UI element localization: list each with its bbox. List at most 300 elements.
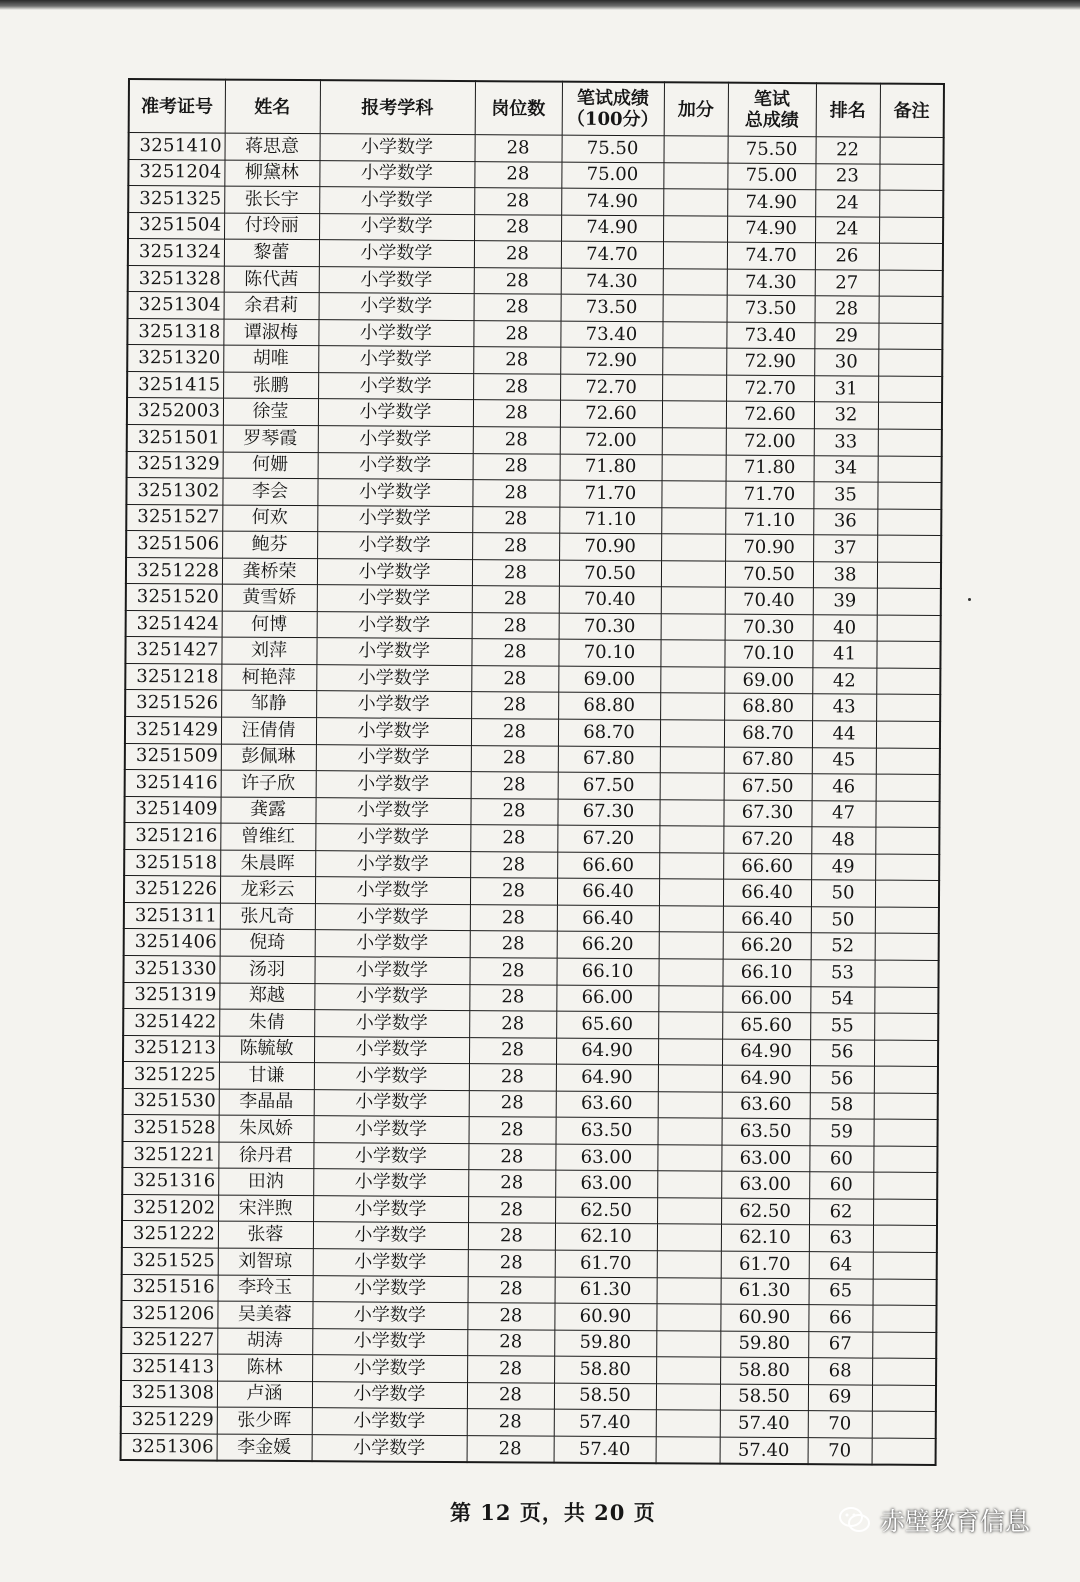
cell-notes bbox=[876, 721, 940, 748]
cell-name: 何欢 bbox=[222, 505, 317, 532]
cell-subject: 小学数学 bbox=[312, 1302, 467, 1329]
cell-bonus bbox=[659, 826, 723, 853]
cell-exam-id: 3251329 bbox=[127, 451, 223, 478]
cell-total-score: 69.00 bbox=[724, 667, 812, 694]
cell-written-score: 70.40 bbox=[559, 586, 661, 613]
cell-total-score: 61.70 bbox=[721, 1251, 809, 1278]
cell-notes bbox=[877, 588, 941, 615]
cell-bonus bbox=[658, 985, 722, 1012]
cell-notes bbox=[877, 562, 941, 589]
cell-written-score: 71.80 bbox=[560, 454, 662, 481]
cell-positions: 28 bbox=[468, 1117, 555, 1144]
cell-notes bbox=[875, 880, 939, 907]
cell-subject: 小学数学 bbox=[319, 266, 474, 293]
cell-name: 鲍芬 bbox=[222, 531, 317, 558]
cell-written-score: 61.30 bbox=[555, 1277, 657, 1304]
score-sheet bbox=[120, 78, 945, 1466]
cell-bonus bbox=[662, 375, 726, 402]
cell-bonus bbox=[658, 1091, 722, 1118]
cell-subject: 小学数学 bbox=[317, 505, 472, 532]
cell-total-score: 75.50 bbox=[727, 136, 815, 163]
cell-written-score: 74.70 bbox=[561, 241, 663, 268]
cell-notes bbox=[878, 429, 942, 456]
cell-total-score: 66.40 bbox=[723, 879, 811, 906]
cell-subject: 小学数学 bbox=[319, 240, 474, 267]
cell-name: 余君莉 bbox=[224, 292, 319, 319]
cell-written-score: 64.90 bbox=[556, 1038, 658, 1065]
cell-notes bbox=[875, 801, 939, 828]
cell-total-score: 68.80 bbox=[724, 694, 812, 721]
cell-subject: 小学数学 bbox=[316, 691, 471, 718]
cell-subject: 小学数学 bbox=[315, 877, 470, 904]
cell-notes bbox=[872, 1411, 936, 1438]
cell-exam-id: 3251202 bbox=[122, 1194, 218, 1221]
cell-name: 刘萍 bbox=[221, 637, 316, 664]
cell-exam-id: 3251528 bbox=[123, 1115, 219, 1142]
cell-positions: 28 bbox=[472, 559, 559, 586]
cell-subject: 小学数学 bbox=[312, 1381, 467, 1408]
cell-positions: 28 bbox=[470, 904, 557, 931]
cell-subject: 小学数学 bbox=[316, 638, 471, 665]
cell-bonus bbox=[658, 1038, 722, 1065]
cell-positions: 28 bbox=[470, 798, 557, 825]
cell-positions: 28 bbox=[474, 188, 561, 215]
cell-notes bbox=[878, 403, 942, 430]
cell-total-score: 66.60 bbox=[723, 853, 811, 880]
cell-written-score: 69.00 bbox=[558, 666, 660, 693]
cell-notes bbox=[877, 509, 941, 536]
cell-total-score: 74.90 bbox=[727, 189, 815, 216]
header-notes: 备注 bbox=[880, 84, 944, 138]
cell-positions: 28 bbox=[473, 374, 560, 401]
cell-total-score: 59.80 bbox=[720, 1331, 808, 1358]
cell-written-score: 61.70 bbox=[555, 1250, 657, 1277]
cell-total-score: 65.60 bbox=[722, 1012, 810, 1039]
cell-notes bbox=[874, 1093, 938, 1120]
cell-written-score: 66.20 bbox=[557, 932, 659, 959]
cell-total-score: 74.30 bbox=[727, 269, 815, 296]
cell-written-score: 75.00 bbox=[561, 162, 663, 189]
cell-rank: 34 bbox=[814, 455, 878, 482]
cell-notes bbox=[872, 1385, 936, 1412]
cell-notes bbox=[876, 695, 940, 722]
cell-total-score: 63.00 bbox=[721, 1145, 809, 1172]
cell-notes bbox=[876, 748, 940, 775]
cell-rank: 66 bbox=[808, 1305, 872, 1332]
cell-name: 宋泮煦 bbox=[218, 1195, 313, 1222]
cell-name: 李金媛 bbox=[217, 1434, 312, 1462]
cell-notes bbox=[874, 1040, 938, 1067]
cell-total-score: 70.30 bbox=[725, 614, 813, 641]
cell-written-score: 75.50 bbox=[561, 135, 663, 162]
cell-total-score: 64.90 bbox=[722, 1039, 810, 1066]
cell-notes bbox=[874, 1066, 938, 1093]
cell-name: 李晶晶 bbox=[219, 1089, 314, 1116]
cell-rank: 43 bbox=[812, 694, 876, 721]
cell-positions: 28 bbox=[468, 1223, 555, 1250]
cell-exam-id: 3251530 bbox=[123, 1088, 219, 1115]
cell-notes bbox=[873, 1119, 937, 1146]
cell-rank: 24 bbox=[815, 216, 879, 243]
table-header-row bbox=[129, 79, 944, 137]
cell-rank: 41 bbox=[812, 641, 876, 668]
cell-bonus bbox=[657, 1224, 721, 1251]
cell-total-score: 70.50 bbox=[725, 561, 813, 588]
table-body bbox=[121, 133, 944, 1466]
cell-rank: 67 bbox=[808, 1331, 872, 1358]
cell-exam-id: 3251424 bbox=[126, 610, 222, 637]
cell-total-score: 70.10 bbox=[724, 641, 812, 668]
cell-notes bbox=[873, 1252, 937, 1279]
cell-subject: 小学数学 bbox=[314, 1116, 469, 1143]
cell-exam-id: 3251320 bbox=[127, 345, 223, 372]
cell-bonus bbox=[659, 906, 723, 933]
cell-subject: 小学数学 bbox=[316, 771, 471, 798]
cell-positions: 28 bbox=[469, 1064, 556, 1091]
cell-total-score: 66.10 bbox=[722, 959, 810, 986]
watermark bbox=[838, 1502, 1030, 1538]
cell-total-score: 70.40 bbox=[725, 587, 813, 614]
cell-rank: 70 bbox=[808, 1437, 872, 1464]
cell-written-score: 71.70 bbox=[559, 480, 661, 507]
cell-bonus bbox=[656, 1410, 720, 1437]
cell-subject: 小学数学 bbox=[312, 1355, 467, 1382]
cell-total-score: 72.70 bbox=[726, 375, 814, 402]
cell-rank: 64 bbox=[809, 1252, 873, 1279]
cell-name: 邹静 bbox=[221, 691, 316, 718]
cell-total-score: 70.90 bbox=[725, 534, 813, 561]
cell-written-score: 63.00 bbox=[555, 1170, 657, 1197]
cell-notes bbox=[878, 376, 942, 403]
header-total-score bbox=[728, 83, 816, 137]
cell-notes bbox=[874, 1013, 938, 1040]
cell-rank: 45 bbox=[812, 747, 876, 774]
cell-rank: 35 bbox=[813, 482, 877, 509]
cell-name: 张蓉 bbox=[218, 1221, 313, 1248]
cell-bonus bbox=[660, 693, 724, 720]
cell-exam-id: 3251226 bbox=[124, 876, 220, 903]
cell-exam-id: 3251308 bbox=[121, 1380, 217, 1407]
cell-total-score: 73.50 bbox=[727, 295, 815, 322]
cell-total-score: 68.70 bbox=[724, 720, 812, 747]
cell-rank: 37 bbox=[813, 535, 877, 562]
cell-written-score: 74.90 bbox=[561, 215, 663, 242]
cell-rank: 31 bbox=[814, 376, 878, 403]
cell-rank: 26 bbox=[815, 243, 879, 270]
cell-rank: 28 bbox=[815, 296, 879, 323]
cell-written-score: 73.50 bbox=[561, 294, 663, 321]
cell-exam-id: 3251422 bbox=[123, 1009, 219, 1036]
cell-total-score: 75.00 bbox=[727, 163, 815, 190]
cell-exam-id: 3251427 bbox=[125, 637, 221, 664]
cell-notes bbox=[875, 907, 939, 934]
cell-exam-id: 3251304 bbox=[128, 292, 224, 319]
cell-exam-id: 3251416 bbox=[125, 770, 221, 797]
cell-positions: 28 bbox=[472, 533, 559, 560]
cell-positions: 28 bbox=[468, 1196, 555, 1223]
cell-notes bbox=[872, 1438, 936, 1465]
cell-bonus bbox=[663, 242, 727, 269]
cell-rank: 69 bbox=[808, 1384, 872, 1411]
cell-written-score: 71.10 bbox=[559, 507, 661, 534]
cell-notes bbox=[877, 615, 941, 642]
cell-notes bbox=[873, 1225, 937, 1252]
cell-name: 彭佩琳 bbox=[221, 744, 316, 771]
cell-notes bbox=[876, 668, 940, 695]
wechat-logo-icon bbox=[838, 1505, 872, 1535]
cell-positions: 28 bbox=[468, 1250, 555, 1277]
cell-rank: 33 bbox=[814, 429, 878, 456]
header-name: 姓名 bbox=[225, 80, 320, 134]
cell-name: 陈代茜 bbox=[224, 266, 319, 293]
cell-exam-id: 3251409 bbox=[124, 796, 220, 823]
cell-exam-id: 3251311 bbox=[124, 902, 220, 929]
cell-subject: 小学数学 bbox=[316, 665, 471, 692]
cell-rank: 50 bbox=[811, 907, 875, 934]
cell-total-score: 62.50 bbox=[721, 1198, 809, 1225]
cell-rank: 56 bbox=[810, 1066, 874, 1093]
cell-name: 龙彩云 bbox=[220, 876, 315, 903]
cell-subject: 小学数学 bbox=[313, 1222, 468, 1249]
cell-positions: 28 bbox=[472, 506, 559, 533]
cell-written-score: 66.00 bbox=[556, 985, 658, 1012]
cell-positions: 28 bbox=[474, 135, 561, 162]
cell-written-score: 66.40 bbox=[557, 878, 659, 905]
cell-positions: 28 bbox=[469, 984, 556, 1011]
header-total-line2: 总成绩 bbox=[744, 109, 799, 132]
cell-bonus bbox=[657, 1198, 721, 1225]
cell-exam-id: 3251509 bbox=[125, 743, 221, 770]
cell-rank: 49 bbox=[811, 853, 875, 880]
cell-positions: 28 bbox=[472, 480, 559, 507]
cell-total-score: 67.50 bbox=[724, 773, 812, 800]
cell-bonus bbox=[657, 1118, 721, 1145]
scan-speck bbox=[968, 598, 971, 601]
cell-name: 汪倩倩 bbox=[221, 717, 316, 744]
cell-bonus bbox=[659, 879, 723, 906]
cell-subject: 小学数学 bbox=[312, 1434, 467, 1462]
cell-notes bbox=[875, 827, 939, 854]
cell-positions: 28 bbox=[470, 851, 557, 878]
cell-subject: 小学数学 bbox=[313, 1142, 468, 1169]
cell-exam-id: 3251328 bbox=[128, 265, 224, 292]
cell-name: 何姗 bbox=[223, 452, 318, 479]
cell-exam-id: 3251316 bbox=[122, 1168, 218, 1195]
cell-name: 付玲丽 bbox=[224, 213, 319, 240]
cell-exam-id: 3251213 bbox=[123, 1035, 219, 1062]
cell-exam-id: 3251318 bbox=[127, 318, 223, 345]
cell-subject: 小学数学 bbox=[318, 373, 473, 400]
cell-positions: 28 bbox=[472, 586, 559, 613]
cell-name: 卢涵 bbox=[217, 1381, 312, 1408]
cell-bonus bbox=[660, 746, 724, 773]
cell-positions: 28 bbox=[467, 1409, 554, 1436]
cell-name: 柳黛林 bbox=[224, 160, 319, 187]
cell-notes bbox=[879, 270, 943, 297]
cell-bonus bbox=[663, 215, 727, 242]
cell-bonus bbox=[657, 1145, 721, 1172]
cell-positions: 28 bbox=[469, 958, 556, 985]
cell-positions: 28 bbox=[468, 1276, 555, 1303]
cell-bonus bbox=[663, 136, 727, 163]
cell-rank: 59 bbox=[809, 1119, 873, 1146]
cell-total-score: 58.50 bbox=[720, 1384, 808, 1411]
cell-bonus bbox=[657, 1251, 721, 1278]
header-positions: 岗位数 bbox=[475, 81, 562, 135]
cell-name: 张鹏 bbox=[223, 372, 318, 399]
cell-total-score: 64.90 bbox=[722, 1065, 810, 1092]
cell-exam-id: 3251526 bbox=[125, 690, 221, 717]
cell-name: 徐莹 bbox=[223, 399, 318, 426]
cell-subject: 小学数学 bbox=[317, 532, 472, 559]
cell-positions: 28 bbox=[467, 1382, 554, 1409]
cell-rank: 48 bbox=[811, 827, 875, 854]
cell-subject: 小学数学 bbox=[313, 1275, 468, 1302]
cell-subject: 小学数学 bbox=[314, 983, 469, 1010]
cell-bonus bbox=[659, 799, 723, 826]
cell-notes bbox=[873, 1172, 937, 1199]
cell-positions: 28 bbox=[471, 666, 558, 693]
cell-notes bbox=[878, 323, 942, 350]
cell-total-score: 74.70 bbox=[727, 242, 815, 269]
cell-written-score: 72.70 bbox=[560, 374, 662, 401]
cell-bonus bbox=[658, 1012, 722, 1039]
cell-exam-id: 3251325 bbox=[128, 186, 224, 213]
cell-notes bbox=[879, 243, 943, 270]
cell-rank: 68 bbox=[808, 1358, 872, 1385]
cell-positions: 28 bbox=[467, 1329, 554, 1356]
cell-total-score: 63.50 bbox=[721, 1118, 809, 1145]
cell-name: 张凡奇 bbox=[220, 903, 315, 930]
cell-subject: 小学数学 bbox=[314, 1063, 469, 1090]
cell-bonus bbox=[663, 269, 727, 296]
cell-notes bbox=[873, 1199, 937, 1226]
header-rank: 排名 bbox=[816, 83, 880, 137]
cell-written-score: 72.60 bbox=[560, 401, 662, 428]
cell-subject: 小学数学 bbox=[314, 957, 469, 984]
cell-rank: 27 bbox=[815, 269, 879, 296]
cell-subject: 小学数学 bbox=[317, 558, 472, 585]
cell-positions: 28 bbox=[473, 453, 560, 480]
cell-bonus bbox=[662, 454, 726, 481]
cell-positions: 28 bbox=[471, 692, 558, 719]
cell-subject: 小学数学 bbox=[315, 797, 470, 824]
header-written-line1: 笔试成绩 bbox=[576, 87, 649, 110]
cell-written-score: 66.40 bbox=[557, 905, 659, 932]
cell-notes bbox=[879, 217, 943, 244]
cell-exam-id: 3251506 bbox=[126, 531, 222, 558]
cell-written-score: 63.50 bbox=[555, 1117, 657, 1144]
cell-written-score: 68.70 bbox=[558, 719, 660, 746]
cell-rank: 23 bbox=[815, 163, 879, 190]
cell-positions: 28 bbox=[471, 772, 558, 799]
cell-bonus bbox=[662, 428, 726, 455]
cell-total-score: 57.40 bbox=[720, 1437, 808, 1465]
cell-name: 郑越 bbox=[219, 983, 314, 1010]
cell-total-score: 61.30 bbox=[721, 1278, 809, 1305]
header-bonus: 加分 bbox=[664, 82, 728, 136]
watermark-text: 赤壁教育信息 bbox=[880, 1507, 1031, 1536]
cell-bonus bbox=[662, 401, 726, 428]
cell-positions: 28 bbox=[471, 639, 558, 666]
cell-total-score: 71.10 bbox=[725, 508, 813, 535]
cell-subject: 小学数学 bbox=[318, 319, 473, 346]
cell-positions: 28 bbox=[471, 719, 558, 746]
cell-subject: 小学数学 bbox=[317, 612, 472, 639]
cell-written-score: 66.60 bbox=[557, 852, 659, 879]
cell-subject: 小学数学 bbox=[312, 1328, 467, 1355]
cell-name: 张少晖 bbox=[217, 1407, 312, 1434]
header-written-line2: （100分） bbox=[566, 108, 659, 131]
cell-written-score: 70.50 bbox=[559, 560, 661, 587]
cell-name: 朱凤娇 bbox=[219, 1115, 314, 1142]
cell-written-score: 73.40 bbox=[560, 321, 662, 348]
cell-subject: 小学数学 bbox=[315, 850, 470, 877]
cell-positions: 28 bbox=[474, 214, 561, 241]
table-row bbox=[121, 1433, 936, 1465]
cell-name: 汤羽 bbox=[219, 956, 314, 983]
cell-total-score: 71.80 bbox=[726, 455, 814, 482]
cell-bonus bbox=[663, 189, 727, 216]
cell-bonus bbox=[663, 295, 727, 322]
cell-bonus bbox=[660, 720, 724, 747]
cell-subject: 小学数学 bbox=[315, 930, 470, 957]
cell-exam-id: 3251221 bbox=[122, 1141, 218, 1168]
cell-bonus bbox=[661, 534, 725, 561]
cell-bonus bbox=[657, 1277, 721, 1304]
cell-name: 曾维红 bbox=[220, 823, 315, 850]
cell-name: 朱晨晖 bbox=[220, 850, 315, 877]
cell-positions: 28 bbox=[474, 267, 561, 294]
cell-exam-id: 3251527 bbox=[126, 504, 222, 531]
cell-exam-id: 3251216 bbox=[124, 823, 220, 850]
cell-notes bbox=[878, 349, 942, 376]
cell-rank: 46 bbox=[812, 774, 876, 801]
cell-name: 朱倩 bbox=[219, 1009, 314, 1036]
cell-name: 徐丹君 bbox=[218, 1142, 313, 1169]
cell-name: 甘谦 bbox=[219, 1062, 314, 1089]
cell-written-score: 58.50 bbox=[554, 1383, 656, 1410]
cell-total-score: 67.30 bbox=[723, 800, 811, 827]
cell-rank: 54 bbox=[810, 986, 874, 1013]
cell-subject: 小学数学 bbox=[315, 824, 470, 851]
cell-exam-id: 3251228 bbox=[126, 557, 222, 584]
cell-exam-id: 3251415 bbox=[127, 371, 223, 398]
cell-rank: 42 bbox=[812, 668, 876, 695]
cell-notes bbox=[874, 987, 938, 1014]
cell-written-score: 72.00 bbox=[560, 427, 662, 454]
cell-notes bbox=[873, 1146, 937, 1173]
cell-written-score: 60.90 bbox=[554, 1303, 656, 1330]
cell-total-score: 57.40 bbox=[720, 1410, 808, 1437]
cell-rank: 40 bbox=[813, 615, 877, 642]
header-subject: 报考学科 bbox=[320, 80, 475, 134]
cell-rank: 30 bbox=[814, 349, 878, 376]
cell-name: 龚桥荣 bbox=[222, 558, 317, 585]
cell-exam-id: 3251222 bbox=[122, 1221, 218, 1248]
cell-rank: 60 bbox=[809, 1172, 873, 1199]
cell-rank: 70 bbox=[808, 1411, 872, 1438]
cell-exam-id: 3251410 bbox=[129, 133, 225, 160]
cell-subject: 小学数学 bbox=[313, 1169, 468, 1196]
cell-bonus bbox=[656, 1304, 720, 1331]
cell-notes bbox=[872, 1358, 936, 1385]
cell-exam-id: 3251204 bbox=[128, 159, 224, 186]
cell-exam-id: 3251518 bbox=[124, 849, 220, 876]
cell-notes bbox=[877, 535, 941, 562]
cell-total-score: 73.40 bbox=[726, 322, 814, 349]
cell-rank: 29 bbox=[814, 323, 878, 350]
